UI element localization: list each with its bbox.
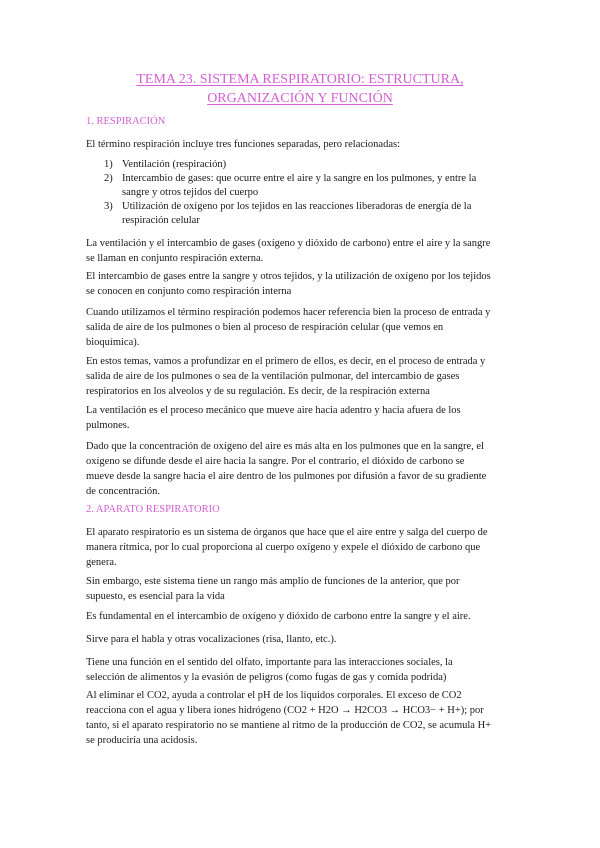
- section-1-heading: 1. RESPIRACIÓN: [86, 116, 166, 127]
- paragraph: [86, 403, 518, 433]
- paragraph-line: manera rítmica, por lo cual proporciona al cuerpo oxígeno y expele el dióxido de carbono que: [86, 542, 481, 553]
- paragraph-line: reacciona con el agua y libera iones hidrógeno (CO2 + H2O → H2CO3 → HCO3− + H+); por: [86, 705, 484, 716]
- paragraph-line: Sirve para el habla y otras vocalizaciones (risa, llanto, etc.).: [86, 634, 337, 645]
- paragraph: [86, 632, 518, 647]
- list-number: 2): [104, 173, 113, 184]
- document-title: [86, 70, 514, 108]
- title-line-2: ORGANIZACIÓN Y FUNCIÓN: [207, 91, 393, 106]
- paragraph-line: se llaman en conjunto respiración externa.: [86, 253, 264, 264]
- paragraph-line: tanto, si el aparato respiratorio no se mantiene al ritmo de la producción de CO2, se acumula H+: [86, 720, 492, 731]
- paragraph-line: La ventilación y el intercambio de gases (oxígeno y dióxido de carbono) entre el aire y la sangre: [86, 238, 491, 249]
- paragraph-line: El intercambio de gases entre la sangre y otros tejidos, y la utilización de oxígeno por los tejidos: [86, 271, 491, 282]
- paragraph-line: salida de aire de los pulmones o sea de la ventilación pulmonar, del intercambio de gases: [86, 371, 460, 382]
- title-line-1: TEMA 23. SISTEMA RESPIRATORIO: ESTRUCTURA,: [136, 72, 464, 87]
- paragraph: [86, 305, 518, 350]
- paragraph-line: La ventilación es el proceso mecánico que mueve aire hacia adentro y hacia afuera de los: [86, 405, 461, 416]
- list-item: [104, 200, 518, 228]
- paragraph: [86, 688, 518, 748]
- paragraph-line: mueve desde la sangre hacia el aire dentro de los pulmones por difusión a favor de su gradiente: [86, 471, 487, 482]
- paragraph-line: oxígeno se difunde desde el aire hacia la sangre. Por el contrario, el dióxido de carbono se: [86, 456, 465, 467]
- paragraph: [86, 354, 518, 399]
- paragraph-line: respiratorios en los alveolos y de su regulación. Es decir, de la respiración externa: [86, 386, 430, 397]
- paragraph-line: Cuando utilizamos el término respiración podemos hacer referencia bien la proceso de entrada y: [86, 307, 491, 318]
- paragraph-line: se produciría una acidosis.: [86, 735, 198, 746]
- list-item: [104, 158, 518, 172]
- list-item: [104, 172, 518, 200]
- list-text: Intercambio de gases: que ocurre entre el aire y la sangre en los pulmones, y entre la: [122, 173, 477, 184]
- paragraph-line: de concentración.: [86, 486, 161, 497]
- paragraph: [86, 269, 518, 299]
- paragraph: [86, 236, 518, 266]
- paragraph: [86, 655, 518, 685]
- paragraph: [86, 439, 518, 499]
- paragraph: [86, 525, 518, 570]
- list-text: Utilización de oxígeno por los tejidos en las reacciones liberadoras de energía de la: [122, 201, 472, 212]
- paragraph-line: se conocen en conjunto como respiración interna: [86, 286, 292, 297]
- paragraph-line: bioquímica).: [86, 337, 140, 348]
- paragraph: [86, 574, 518, 604]
- paragraph-line: genera.: [86, 557, 117, 568]
- paragraph-line: selección de alimentos y la evasión de peligros (como fugas de gas y comida podrida): [86, 672, 447, 683]
- paragraph-line: salida de aire de los pulmones o bien al proceso de respiración celular (que vemos en: [86, 322, 444, 333]
- list-text: Ventilación (respiración): [122, 159, 227, 170]
- list-number: 3): [104, 201, 113, 212]
- paragraph-line: En estos temas, vamos a profundizar en el primero de ellos, es decir, en el proceso de entrada y: [86, 356, 486, 367]
- section-1-intro: El término respiración incluye tres funciones separadas, pero relacionadas:: [86, 139, 401, 150]
- paragraph-line: supuesto, es esencial para la vida: [86, 591, 225, 602]
- paragraph-line: Es fundamental en el intercambio de oxígeno y dióxido de carbono entre la sangre y el aire.: [86, 611, 471, 622]
- paragraph-line: El aparato respiratorio es un sistema de órganos que hace que el aire entre y salga del cuerpo de: [86, 527, 488, 538]
- section-2-heading: 2. APARATO RESPIRATORIO: [86, 504, 220, 515]
- paragraph-line: Dado que la concentración de oxígeno del aire es más alta en los pulmones que en la sangre, el: [86, 441, 484, 452]
- paragraph-line: Al eliminar el CO2, ayuda a controlar el pH de los líquidos corporales. El exceso de CO2: [86, 690, 462, 701]
- paragraph-line: pulmones.: [86, 420, 130, 431]
- paragraph: [86, 609, 518, 624]
- paragraph-line: Sin embargo, este sistema tiene un rango más amplio de funciones de la anterior, que por: [86, 576, 460, 587]
- functions-list: [104, 158, 518, 228]
- list-number: 1): [104, 159, 113, 170]
- paragraph-line: Tiene una función en el sentido del olfato, importante para las interacciones sociales, la: [86, 657, 453, 668]
- list-text: sangre y otros tejidos del cuerpo: [122, 187, 259, 198]
- list-text: respiración celular: [122, 215, 200, 226]
